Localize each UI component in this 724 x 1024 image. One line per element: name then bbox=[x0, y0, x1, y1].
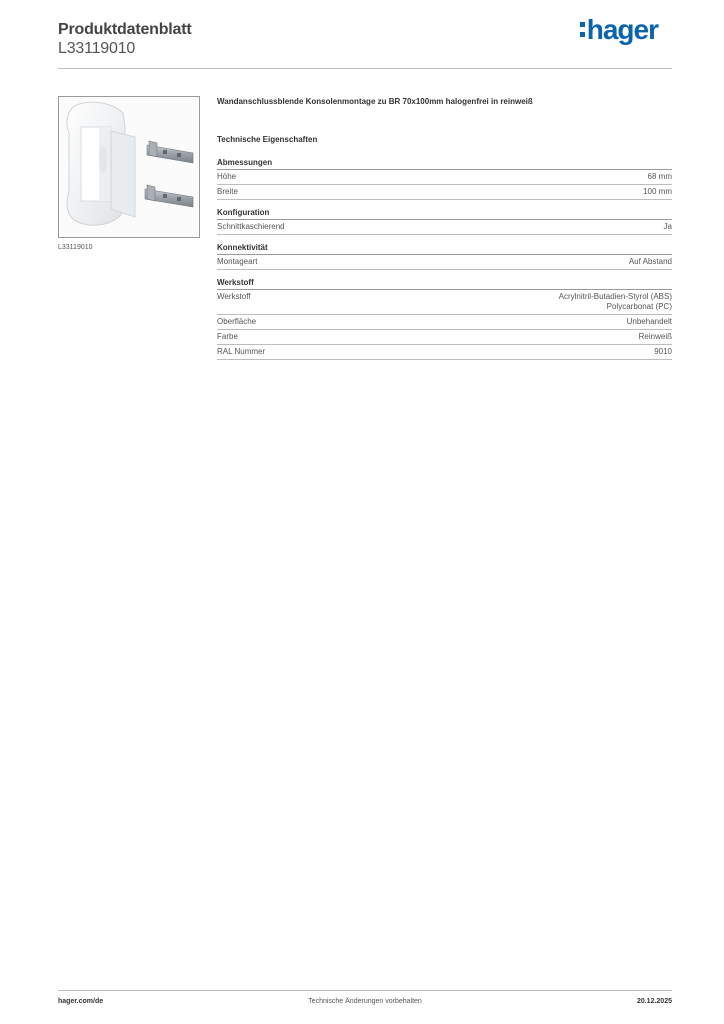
spec-value: Acrylnitril-Butadien-Styrol (ABS) Polycarbonat (PC) bbox=[558, 292, 672, 311]
spec-label: Oberfläche bbox=[217, 317, 257, 326]
footer-notice: Technische Änderungen vorbehalten bbox=[308, 998, 422, 1005]
product-description: Wandanschlussblende Konsolenmontage zu BR 70x100mm halogenfrei in reinweiß bbox=[217, 97, 533, 106]
spec-value: Auf Abstand bbox=[628, 257, 672, 266]
spec-row bbox=[217, 220, 672, 235]
footer-date: 20.12.2025 bbox=[636, 998, 672, 1005]
group-dimensions bbox=[217, 157, 672, 200]
spec-value: 68 mm bbox=[647, 172, 672, 181]
header-divider bbox=[58, 68, 672, 69]
group-title: Werkstoff bbox=[217, 277, 672, 290]
logo-text: hager bbox=[586, 14, 658, 45]
product-code: L33119010 bbox=[58, 40, 136, 57]
product-details bbox=[217, 96, 672, 367]
spec-value: 9010 bbox=[654, 347, 672, 356]
spec-row bbox=[217, 170, 672, 185]
spec-value: Unbehandelt bbox=[626, 317, 672, 326]
group-material bbox=[217, 277, 672, 360]
spec-row bbox=[217, 315, 672, 330]
technical-properties-heading: Technische Eigenschaften bbox=[217, 135, 318, 144]
spec-row bbox=[217, 255, 672, 270]
page-header bbox=[58, 14, 672, 58]
group-title: Konnektivität bbox=[217, 242, 672, 255]
document-title: Produktdatenblatt bbox=[58, 21, 192, 38]
product-image bbox=[58, 96, 200, 238]
group-connectivity bbox=[217, 242, 672, 270]
spec-row bbox=[217, 330, 672, 345]
spec-label: Werkstoff bbox=[217, 292, 251, 301]
spec-row bbox=[217, 290, 672, 315]
group-title: Abmessungen bbox=[217, 157, 672, 170]
footer-website-link[interactable]: hager.com/de bbox=[58, 998, 104, 1005]
spec-value: 100 mm bbox=[643, 187, 672, 196]
footer-divider bbox=[58, 990, 672, 991]
group-title: Konfiguration bbox=[217, 207, 672, 220]
spec-label: RAL Nummer bbox=[217, 347, 266, 356]
group-configuration bbox=[217, 207, 672, 235]
spec-label: Farbe bbox=[217, 332, 238, 341]
image-caption: L33119010 bbox=[58, 244, 93, 251]
spec-label: Breite bbox=[217, 187, 238, 196]
spec-value: Reinweiß bbox=[638, 332, 672, 341]
product-illustration-icon bbox=[59, 97, 199, 237]
spec-value: Ja bbox=[663, 222, 672, 231]
spec-row bbox=[217, 185, 672, 200]
spec-row bbox=[217, 345, 672, 360]
logo-colon-icon bbox=[580, 20, 586, 40]
hager-logo bbox=[580, 14, 658, 46]
spec-label: Montageart bbox=[217, 257, 258, 266]
spec-label: Höhe bbox=[217, 172, 237, 181]
spec-label: Schnittkaschierend bbox=[217, 222, 285, 231]
